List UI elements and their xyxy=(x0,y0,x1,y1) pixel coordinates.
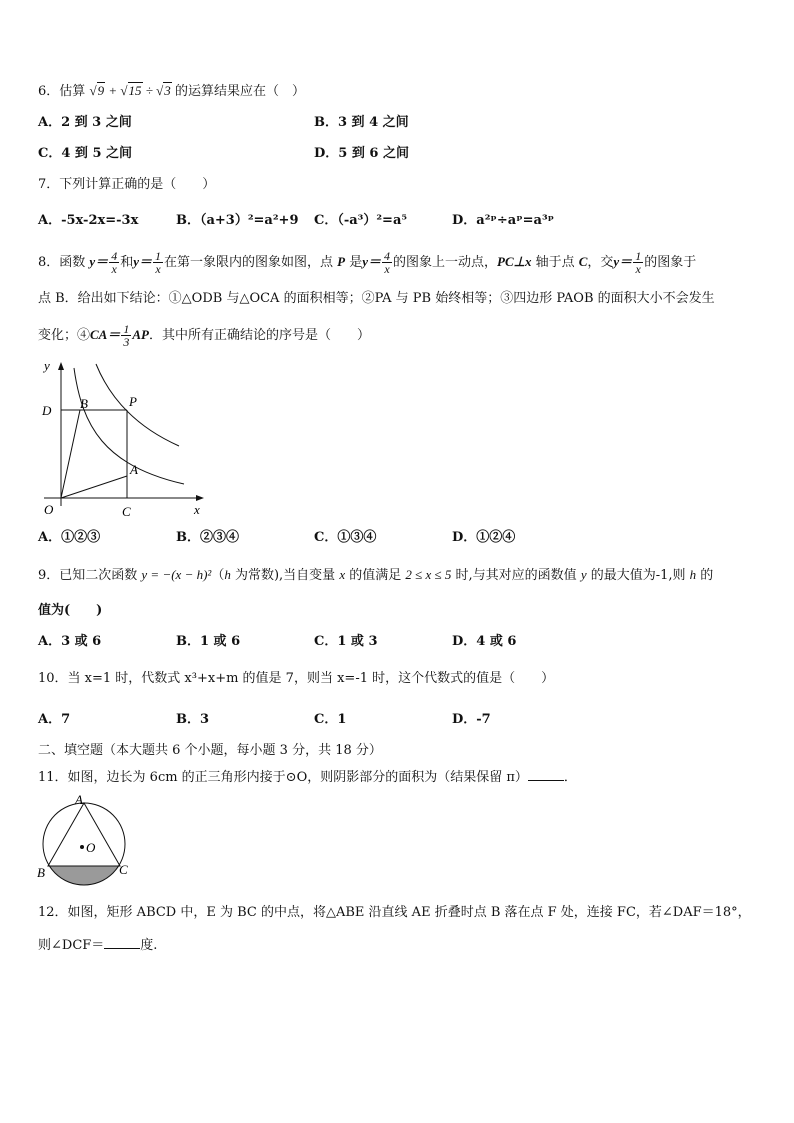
q7-option-c[interactable]: C．（-a³）²=a⁵ xyxy=(314,213,408,228)
q8-curve-y4x xyxy=(96,364,179,446)
q8-label-x: x xyxy=(194,502,200,517)
q6-expression: √9 + √15 ÷ √3 xyxy=(89,83,171,98)
q8-option-b[interactable]: B．②③④ xyxy=(176,530,239,545)
q11-label-c: C xyxy=(119,862,128,877)
q8-label-c: C xyxy=(122,504,131,519)
q11-stem: 11．如图，边长为 6cm 的正三角形内接于⊙O，则阴影部分的面积为（结果保留 π） ． xyxy=(38,770,577,785)
q11-triangle xyxy=(48,803,120,866)
q9-line2: 值为( ) xyxy=(38,603,103,618)
q8-line3: 变化；④CA＝ $\frac{1}{3}$ AP．其中所有正确结论的序号是（ ） xyxy=(38,322,370,349)
q10-option-c[interactable]: C．1 xyxy=(314,712,347,727)
q7-stem: 7．下列计算正确的是（ ） xyxy=(38,177,216,192)
q6-option-c[interactable]: C．4 到 5 之间 xyxy=(38,146,133,161)
q8-label-b: B xyxy=(80,396,88,411)
q9-option-c[interactable]: C．1 或 3 xyxy=(314,634,378,649)
q10-option-d[interactable]: D．-7 xyxy=(452,712,491,727)
q11-label-a: A xyxy=(75,794,83,807)
q8-label-y: y xyxy=(44,358,50,373)
q7-option-b[interactable]: B．（a+3）²=a²+9 xyxy=(176,213,299,228)
q8-option-a[interactable]: A．①②③ xyxy=(38,530,101,545)
q12-line2: 则∠DCF＝ 度. xyxy=(38,938,158,953)
q8-line2: 点 B．给出如下结论：①△ODB 与△OCA 的面积相等；②PA 与 PB 始终相等；③四边形 PAOB 的面积大小不会发生 xyxy=(38,291,715,306)
q8-option-c[interactable]: C．①③④ xyxy=(314,530,377,545)
q10-option-b[interactable]: B．3 xyxy=(176,712,210,727)
q8-figure xyxy=(34,356,214,520)
q8-label-o: O xyxy=(44,502,54,517)
q12-line1: 12．如图，矩形 ABCD 中，E 为 BC 的中点，将△ABE 沿直线 AE 折叠时点 B 落在点 F 处，连接 FC，若∠DAF＝18°， xyxy=(38,905,751,920)
q8-curve-y1x xyxy=(74,368,184,484)
q6-option-b[interactable]: B．3 到 4 之间 xyxy=(314,115,409,130)
q9-line1: 9．已知二次函数 y = −(x − h)²（h 为常数),当自变量 x 的值满足 2 ≤ x ≤ 5 时,与其对应的函数值 y 的最大值为-1,则 h 的 xyxy=(38,567,714,583)
q8-option-d[interactable]: D．①②④ xyxy=(452,530,516,545)
q10-option-a[interactable]: A．7 xyxy=(38,712,71,727)
q8-label-p: P xyxy=(129,394,137,409)
q6-stem: 6．估算 √9 + √15 ÷ √3 的运算结果应在（ ） xyxy=(38,83,306,99)
q12-answer-blank[interactable] xyxy=(104,936,140,949)
q7-option-d[interactable]: D．a²ᵖ÷aᵖ=a³ᵖ xyxy=(452,213,555,228)
q7-option-a[interactable]: A．-5x-2x=-3x xyxy=(38,213,139,228)
q9-option-d[interactable]: D．4 或 6 xyxy=(452,634,517,649)
q11-label-o: O xyxy=(86,840,96,855)
q6-option-d[interactable]: D．5 到 6 之间 xyxy=(314,146,409,161)
q6-option-a[interactable]: A．2 到 3 之间 xyxy=(38,115,132,130)
q9-option-b[interactable]: B．1 或 6 xyxy=(176,634,241,649)
q8-label-a: A xyxy=(130,462,138,477)
q11-label-b: B xyxy=(37,865,45,880)
q11-figure xyxy=(34,794,134,890)
q11-answer-blank[interactable] xyxy=(528,768,564,781)
q8-label-d: D xyxy=(42,403,52,418)
section-heading: 二、填空题（本大题共 6 个小题，每小题 3 分，共 18 分） xyxy=(38,743,382,758)
q8-line1: 8．函数 y＝ $\frac{4}{x}$ 和y＝ $\frac{1}{x}$ 在第一象限内的图象如图，点 P 是y＝ $\frac{4}{x}$ 的图象上一动点，PC⊥x 轴于点 C，交y＝ $\frac{1}{x}$ 的图象于 xyxy=(38,249,697,276)
q9-option-a[interactable]: A．3 或 6 xyxy=(38,634,102,649)
q10-stem: 10．当 x=1 时，代数式 x³+x+m 的值是 7，则当 x=-1 时，这个代数式的值是（ ） xyxy=(38,671,555,686)
